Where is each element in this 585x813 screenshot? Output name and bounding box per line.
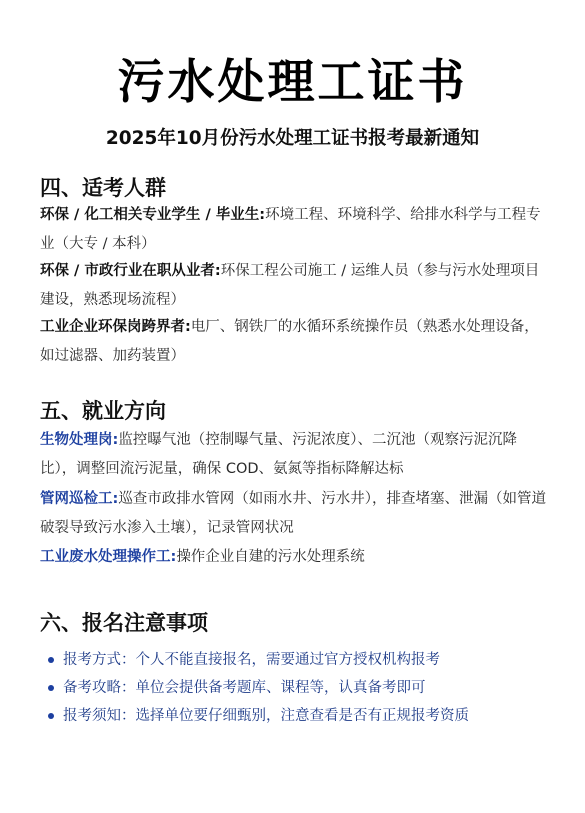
career-item-text: 巡查市政排水管网（如雨水井、污水井），排查堵塞、泄漏（如管道破裂导致污水渗入土壤），记录管网状况 xyxy=(40,491,547,536)
career-item-lead: 管网巡检工: xyxy=(40,491,119,507)
notes-bullet-text: 备考攻略：单位会提供备考题库、课程等，认真备考即可 xyxy=(63,680,426,696)
page-title: 污水处理工证书 xyxy=(117,55,468,110)
eligible-item-text: 环保工程公司施工 / 运维人员（参与污水处理项目建设，熟悉现场流程） xyxy=(40,263,540,308)
career-item xyxy=(40,426,550,484)
notes-bullet xyxy=(48,674,543,702)
notes-bullet-text: 报考方式：个人不能直接报名，需要通过官方授权机构报考 xyxy=(63,652,440,668)
page-subtitle: 2025年10月份污水处理工证书报考最新通知 xyxy=(105,128,480,149)
career-item-lead: 生物处理岗: xyxy=(40,432,119,448)
notes-bullet xyxy=(48,702,543,730)
bullet-dot xyxy=(48,685,54,691)
eligible-item xyxy=(40,201,550,259)
section-heading-eligible: 四、适考人群 xyxy=(40,176,166,200)
eligible-item xyxy=(40,257,550,315)
eligible-item-text: 电厂、钢铁厂的水循环系统操作员（熟悉水处理设备，如过滤器、加药装置） xyxy=(40,319,539,364)
career-item-text: 监控曝气池（控制曝气量、污泥浓度）、二沉池（观察污泥沉降比），调整回流污泥量，确保 COD、氨氮等指标降解达标 xyxy=(40,432,518,477)
eligible-item xyxy=(40,313,550,371)
notes-bullet-text: 报考须知：选择单位要仔细甄别，注意查看是否有正规报考资质 xyxy=(63,708,469,724)
eligible-item-lead: 环保 / 市政行业在职从业者: xyxy=(40,263,221,279)
section-heading-career: 五、就业方向 xyxy=(40,399,166,423)
career-item-text: 操作企业自建的污水处理系统 xyxy=(176,549,365,565)
career-item xyxy=(40,543,550,572)
eligible-item-text: 环境工程、环境科学、给排水科学与工程专业（大专 / 本科） xyxy=(40,207,541,252)
bullet-dot xyxy=(48,713,54,719)
eligible-item-lead: 环保 / 化工相关专业学生 / 毕业生: xyxy=(40,207,266,223)
career-item xyxy=(40,485,550,543)
notes-bullet xyxy=(48,646,543,674)
bullet-dot xyxy=(48,657,54,663)
career-item-lead: 工业废水处理操作工: xyxy=(40,549,177,565)
section-heading-notes: 六、报名注意事项 xyxy=(40,611,208,635)
eligible-item-lead: 工业企业环保岗跨界者: xyxy=(40,319,191,335)
